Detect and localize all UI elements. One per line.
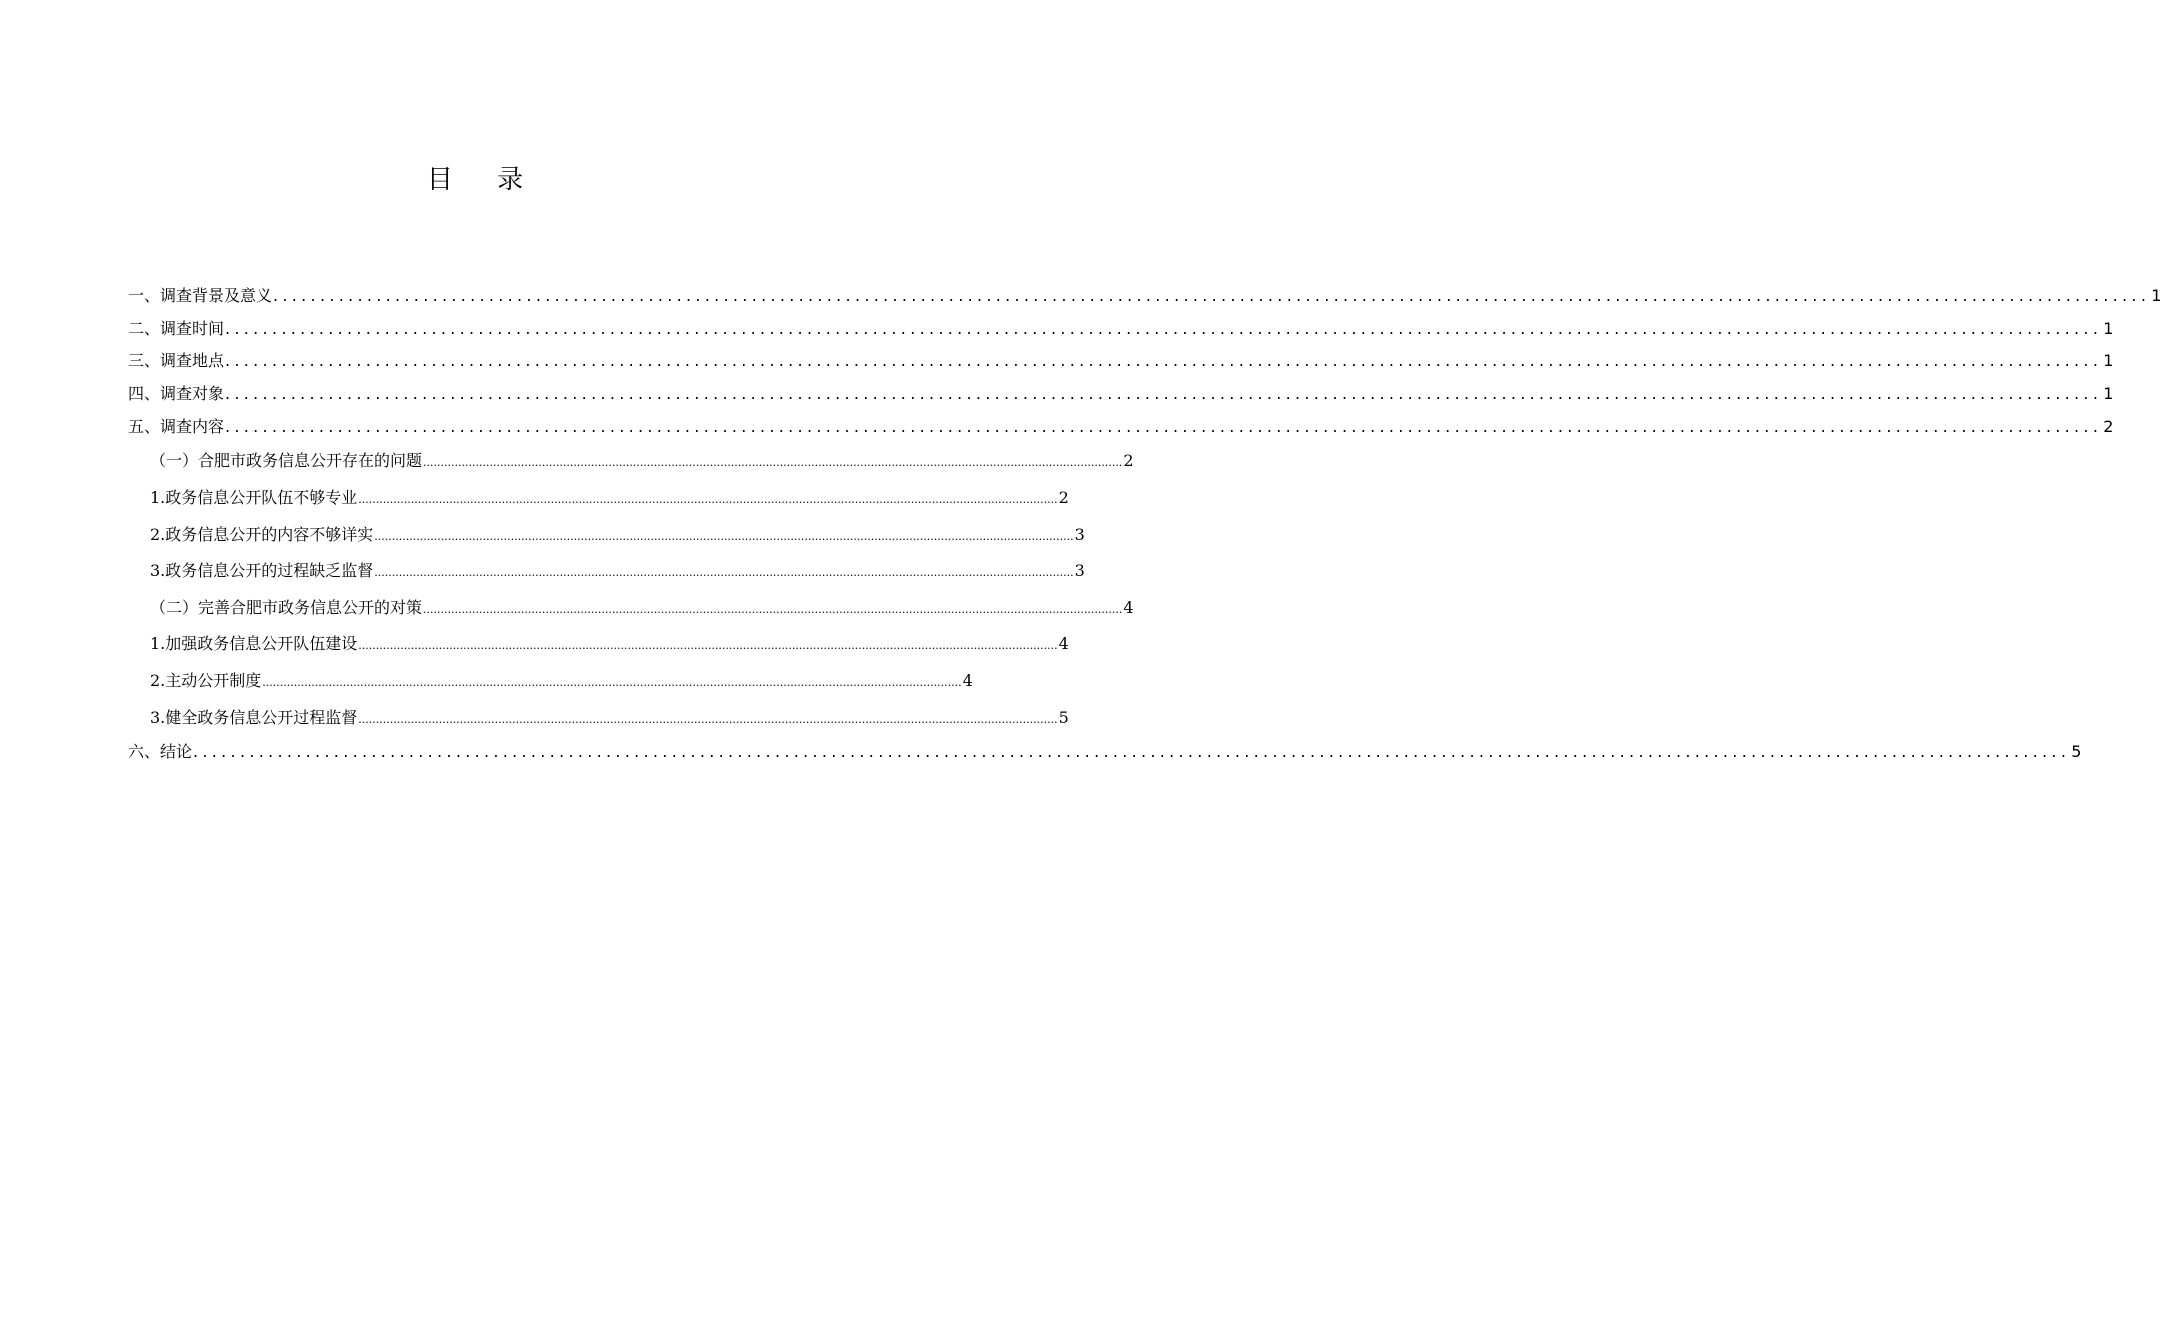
toc-dot-leader: ........................................................................................................................................................................................................ (358, 639, 1058, 653)
toc-dot-leader: ........................................................................................................................................................................................................ (374, 566, 1074, 580)
toc-entry-problem-2[interactable] (128, 517, 1085, 554)
toc-page-number: 1 (2151, 286, 2161, 305)
toc-page-number: 1 (2103, 318, 2114, 338)
toc-page-number: 2 (1123, 451, 1134, 471)
toc-page-number: 3 (1074, 561, 1085, 581)
toc-entry-label: 3.健全政务信息公开过程监督 (150, 707, 358, 727)
toc-entry-label: 1.加强政务信息公开队伍建设 (150, 634, 358, 654)
toc-dot-leader: ........................................................................................................................................................................................................ (225, 351, 2103, 371)
toc-entry-countermeasure-2[interactable] (128, 663, 973, 700)
toc-entry-label: 一、调查背景及意义 (128, 286, 273, 305)
toc-page-number: 5 (1058, 707, 1069, 727)
toc-entry-content[interactable] (128, 411, 2114, 444)
toc-entry-location[interactable] (128, 345, 2114, 378)
toc-entry-label: （一）合肥市政务信息公开存在的问题 (150, 451, 423, 471)
toc-entry-problem-3[interactable] (128, 553, 1085, 590)
toc-page-number: 4 (1058, 634, 1069, 654)
toc-entry-label: 六、结论 (128, 742, 193, 762)
toc-dot-leader: ........................................................................................................................................................................................................ (374, 529, 1074, 543)
toc-entry-label: （二）完善合肥市政务信息公开的对策 (150, 597, 423, 617)
toc-page-number: 2 (1058, 488, 1069, 508)
toc-entry-label: 三、调查地点 (128, 351, 225, 371)
toc-dot-leader: ........................................................................................................................................................................................................ (423, 456, 1123, 470)
toc-page-number: 4 (1123, 597, 1134, 617)
toc-entry-time[interactable] (128, 313, 2114, 346)
toc-entry-problems[interactable] (128, 443, 1134, 480)
toc-entry-label: 1.政务信息公开队伍不够专业 (150, 488, 358, 508)
toc-entry-countermeasure-1[interactable] (128, 626, 1069, 663)
toc-dot-leader: ........................................................................................................................................................................................................ (225, 318, 2103, 338)
toc-dot-leader: ........................................................................................................................................................................................................ (358, 712, 1058, 726)
toc-page-number: 2 (2103, 416, 2114, 436)
toc-dot-leader: ........................................................................................................................................................................................................ (423, 602, 1123, 616)
toc-entry-label: 2.政务信息公开的内容不够详实 (150, 524, 374, 544)
toc-entry-countermeasures[interactable] (128, 590, 1134, 627)
toc-entry-background[interactable] (128, 280, 2161, 313)
toc-dot-leader: ........................................................................................................................................................................................................ (193, 742, 2071, 762)
page-title: 目 录 (426, 165, 542, 195)
toc-entry-subjects[interactable] (128, 378, 2114, 411)
toc-entry-problem-1[interactable] (128, 480, 1069, 517)
toc-page-number: 5 (2071, 742, 2082, 762)
toc-entry-label: 四、调查对象 (128, 384, 225, 404)
toc-dot-leader: ........................................................................................................................................................................................................ (358, 493, 1058, 507)
toc-dot-leader: ........................................................................................................................................................................................................ (273, 286, 2151, 305)
toc-dot-leader: ........................................................................................................................................................................................................ (262, 676, 962, 689)
toc-entry-label: 3.政务信息公开的过程缺乏监督 (150, 561, 374, 581)
table-of-contents (128, 280, 2161, 769)
toc-entry-conclusion[interactable] (128, 736, 2082, 769)
toc-dot-leader: ........................................................................................................................................................................................................ (225, 384, 2103, 404)
toc-page-number: 4 (962, 671, 973, 690)
toc-entry-countermeasure-3[interactable] (128, 700, 1069, 737)
toc-entry-label: 五、调查内容 (128, 416, 225, 436)
toc-page-number: 3 (1074, 524, 1085, 544)
toc-page-number: 1 (2103, 351, 2114, 371)
toc-entry-label: 二、调查时间 (128, 318, 225, 338)
toc-entry-label: 2.主动公开制度 (150, 671, 262, 690)
toc-page-number: 1 (2103, 384, 2114, 404)
toc-dot-leader: ........................................................................................................................................................................................................ (225, 416, 2103, 436)
